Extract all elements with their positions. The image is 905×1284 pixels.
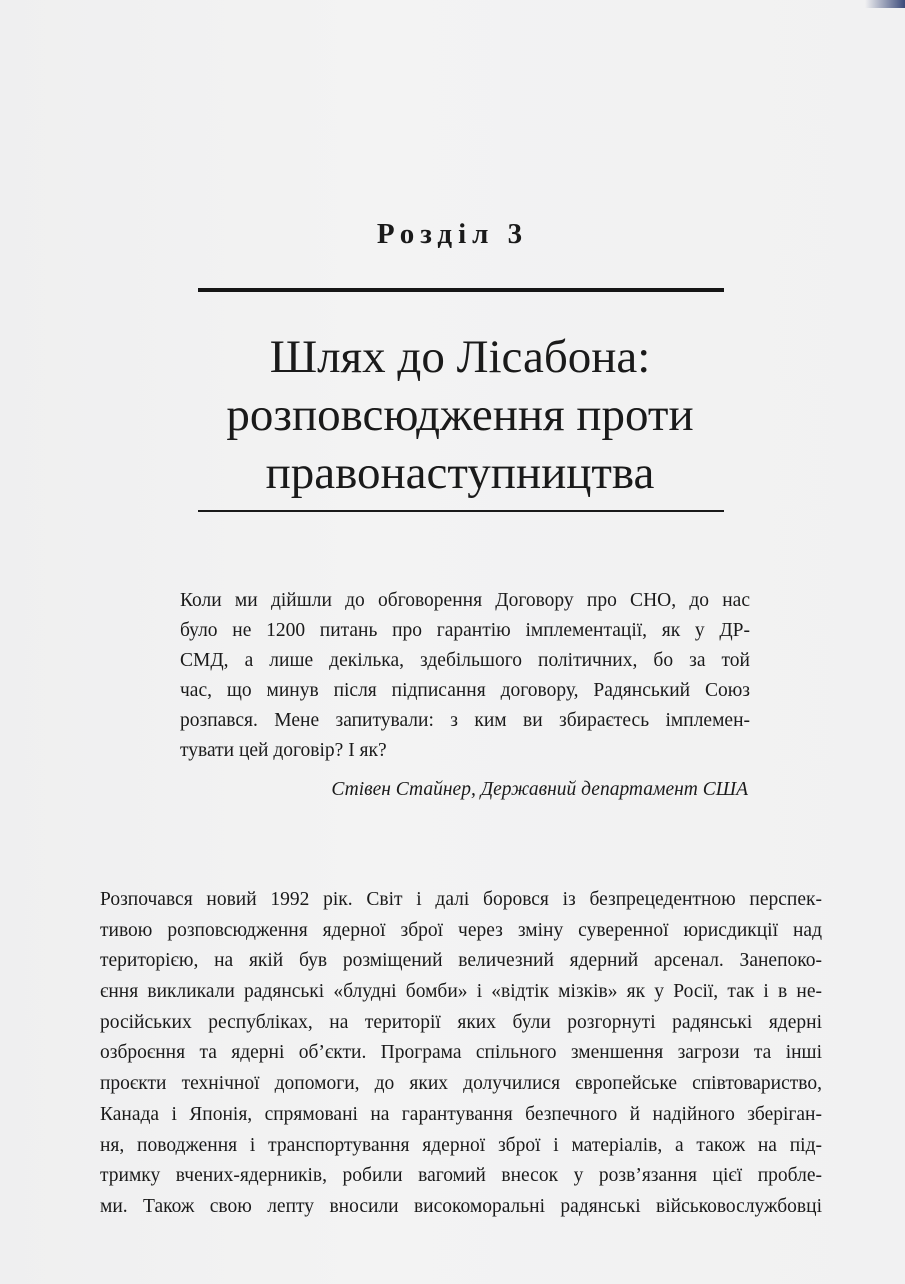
chapter-label: Розділ 3 — [376, 218, 529, 250]
body-text — [100, 885, 822, 1223]
body-line: тримку вчених-ядерників, робили вагомий внесок у розв’язання цієї пробле- — [100, 1165, 822, 1187]
body-line: територією, на якій був розміщений величезний ядерний арсенал. Занепоко- — [100, 950, 822, 972]
epigraph-line: СМД, а лише декілька, здебільшого політичних, бо за той — [180, 650, 750, 671]
chapter-rule-top — [198, 288, 724, 292]
body-line: Канада і Японія, спрямовані на гарантування безпечного й надійного зберіган- — [100, 1103, 822, 1125]
epigraph — [180, 586, 750, 766]
body-line: єння викликали радянські «блудні бомби» і «відтік мізків» як у Росії, так і в не- — [100, 981, 822, 1003]
body-line: ня, поводження і транспортування ядерної зброї і матеріалів, а також на під- — [100, 1134, 822, 1156]
page-corner-shadow — [865, 0, 905, 8]
body-line: тивою розповсюдження ядерної зброї через зміну суверенної юрисдикції над — [100, 919, 822, 941]
title-line: Шлях до Лісабона: — [269, 331, 651, 383]
body-line: Розпочався новий 1992 рік. Світ і далі боровся із безпрецедентною перспек- — [100, 889, 822, 910]
epigraph-line: тувати цей договір? І як? — [180, 740, 387, 761]
epigraph-line: розпався. Мене запитували: з ким ви збираєтесь імплемен- — [180, 710, 750, 731]
body-line: озброєння та ядерні об’єкти. Програма спільного зменшення загрози та інші — [100, 1042, 822, 1064]
epigraph-attribution: Стівен Стайнер, Державний департамент США — [331, 779, 748, 800]
body-line: ми. Також свою лепту вносили високоморальні радянські військовослужбовці — [100, 1195, 822, 1217]
title-line: розповсюдження проти — [226, 389, 694, 441]
body-line: російських республіках, на території яких були розгорнуті радянські ядерні — [100, 1011, 822, 1033]
epigraph-line: було не 1200 питань про гарантію імплементації, як у ДР- — [180, 620, 750, 641]
title-line: правонаступництва — [265, 447, 655, 499]
chapter-title — [150, 328, 770, 502]
body-line: проєкти технічної допомоги, до яких долучилися європейське співтовариство, — [100, 1073, 822, 1095]
epigraph-line: час, що минув після підписання договору, Радянський Союз — [180, 680, 750, 701]
epigraph-line: Коли ми дійшли до обговорення Договору про СНО, до нас — [180, 590, 750, 611]
chapter-rule-bottom — [198, 510, 724, 512]
